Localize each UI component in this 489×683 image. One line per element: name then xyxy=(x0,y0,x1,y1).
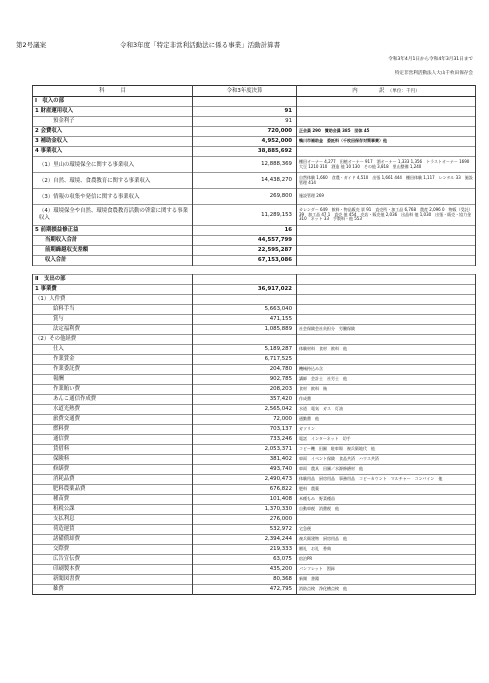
table-row xyxy=(33,475,476,485)
row-amount: 493,740 xyxy=(193,465,297,475)
row-label: Ⅰ 収入の部 xyxy=(33,97,193,107)
row-amount: 16 xyxy=(193,226,297,236)
row-label: 前期繰越収支差額 xyxy=(33,246,193,256)
table-row xyxy=(33,355,476,365)
row-detail: 宅急便 xyxy=(297,525,476,535)
row-detail xyxy=(297,335,476,345)
row-amount: 6,717,525 xyxy=(193,355,297,365)
table-row xyxy=(33,505,476,515)
row-label: （2）自然、環境、食農教育に関する事業収入 xyxy=(33,173,193,189)
row-label: 交際費 xyxy=(33,545,193,555)
row-detail xyxy=(297,256,476,266)
row-detail: 贈礼 お礼 香典 xyxy=(297,545,476,555)
row-detail: 電話 インターネット 切手 xyxy=(297,435,476,445)
row-amount: 902,785 xyxy=(193,375,297,385)
row-label: 種苗費 xyxy=(33,495,193,505)
table-row xyxy=(33,435,476,445)
row-amount: 276,000 xyxy=(193,515,297,525)
table-row xyxy=(33,137,476,147)
row-label: 作業賄い費 xyxy=(33,385,193,395)
row-amount: 101,408 xyxy=(193,495,297,505)
row-detail xyxy=(297,107,476,117)
row-label: あんこ通信作成費 xyxy=(33,395,193,405)
row-amount: 219,333 xyxy=(193,545,297,555)
row-amount: 36,917,022 xyxy=(193,285,297,295)
row-amount: 12,888,369 xyxy=(193,157,297,173)
table-row xyxy=(33,285,476,295)
table-row xyxy=(33,266,476,275)
row-detail: 機械持込み含 xyxy=(297,365,476,375)
row-label: 当期収入合計 xyxy=(33,236,193,246)
table-row xyxy=(33,246,476,256)
row-label: 水道光熱費 xyxy=(33,405,193,415)
row-amount: 14,438,270 xyxy=(193,173,297,189)
organization-name: 特定非営利活動法人大山千枚田保存会 xyxy=(394,71,473,76)
row-label: 諸備償却費 xyxy=(33,535,193,545)
row-amount: 2,490,473 xyxy=(193,475,297,485)
table-row xyxy=(33,256,476,266)
table-row xyxy=(33,365,476,375)
row-detail xyxy=(297,315,476,325)
row-detail: 消防点検 浄化槽点検 他 xyxy=(297,585,476,595)
row-detail: コピー機 田圃 駐車場 複兵衛地代 他 xyxy=(297,445,476,455)
row-label: Ⅱ 支出の部 xyxy=(33,275,193,285)
row-label: 給料手当 xyxy=(33,305,193,315)
row-label: （4）環境保全や自然、環境食農教育活動の啓蒙に関する事業収入 xyxy=(33,205,193,226)
row-amount: 5,663,040 xyxy=(193,305,297,315)
row-label: 修繕費 xyxy=(33,465,193,475)
table-row xyxy=(33,189,476,205)
row-label: 4 事業収入 xyxy=(33,147,193,157)
row-detail: パンフレット 図録 xyxy=(297,565,476,575)
row-detail: 複兵衛建物 厨房用品 他 xyxy=(297,535,476,545)
table-row xyxy=(33,575,476,585)
row-detail xyxy=(297,355,476,365)
row-amount: 11,289,153 xyxy=(193,205,297,226)
table-row xyxy=(33,147,476,157)
row-detail: 米種もみ 野菜種苗 xyxy=(297,495,476,505)
row-detail xyxy=(297,236,476,246)
row-label: 保険料 xyxy=(33,455,193,465)
period-text: 令和3年4月1日から令和4年3月31日まで xyxy=(388,57,473,62)
row-amount: 269,800 xyxy=(193,189,297,205)
row-amount: 472,795 xyxy=(193,585,297,595)
row-label: 通信費 xyxy=(33,435,193,445)
table-row xyxy=(33,305,476,315)
table-header-row xyxy=(33,86,476,97)
row-label: 預金利子 xyxy=(33,117,193,127)
row-detail xyxy=(297,97,476,107)
row-detail: 自動車税 消費税 他 xyxy=(297,505,476,515)
row-detail: 食材 飲料 賄 xyxy=(297,385,476,395)
document-number: 第2号議案 xyxy=(16,41,47,49)
row-amount: 435,200 xyxy=(193,565,297,575)
table-row xyxy=(33,555,476,565)
row-detail xyxy=(297,226,476,236)
table-row xyxy=(33,127,476,137)
row-detail: 体験用品 厨房用品 事務用品 コピーカウント マルチャー コンバイン 他 xyxy=(297,475,476,485)
row-label: （1）人件費 xyxy=(33,295,193,305)
table-row xyxy=(33,107,476,117)
row-detail xyxy=(297,515,476,525)
row-detail: 棚田オーナー 4,277 田植オーナー 917 酒オーナー 1,333 1,356 トラストオーナー 1690 大豆 1210 310 酒造 他 10 130 その他 3,818 里山整備 1,240 xyxy=(297,157,476,173)
row-amount: 91 xyxy=(193,107,297,117)
row-detail xyxy=(297,305,476,315)
row-amount: 4,952,000 xyxy=(193,137,297,147)
row-detail: 水道 電気 ガス 灯油 xyxy=(297,405,476,415)
row-label: 賞与 xyxy=(33,315,193,325)
row-label: 雑費 xyxy=(33,585,193,595)
row-label: 賃借料 xyxy=(33,445,193,455)
row-label: 1 財産運用収入 xyxy=(33,107,193,117)
row-amount xyxy=(193,97,297,107)
row-amount: 357,420 xyxy=(193,395,297,405)
row-amount xyxy=(193,275,297,285)
row-detail: 通勤費 他 xyxy=(297,415,476,425)
row-amount: 38,885,692 xyxy=(193,147,297,157)
table-row xyxy=(33,535,476,545)
row-label: 燃料費 xyxy=(33,425,193,435)
row-amount: 63,075 xyxy=(193,555,297,565)
row-label: （1）里山の環境保全に関する事業収入 xyxy=(33,157,193,173)
column-header-detail xyxy=(297,86,476,97)
row-amount: 2,394,244 xyxy=(193,535,297,545)
table-row xyxy=(33,495,476,505)
activity-statement-table xyxy=(32,85,476,595)
row-amount: 381,402 xyxy=(193,455,297,465)
row-detail: カレンダー 649 飲料・物品販売 票 91 直売所・加工品 6,768 農産 2,096 0 物販（受託）39 加工品 47 1 直売 他 454 売店・販売他 2,036 出品料 他 1,030 出張・販売・協力金 310 ネット 33 手数料・他 553 xyxy=(297,205,476,226)
row-detail: 体験材料 食材 飲料 他 xyxy=(297,345,476,355)
row-amount: 44,557,799 xyxy=(193,236,297,246)
row-detail xyxy=(297,295,476,305)
table-row xyxy=(33,455,476,465)
table-row xyxy=(33,515,476,525)
table-row xyxy=(33,275,476,285)
table-row xyxy=(33,525,476,535)
row-label: 租税公課 xyxy=(33,505,193,515)
row-label: 3 補助金収入 xyxy=(33,137,193,147)
document-title: 令和3年度「特定非営利活動法に係る事業」活動計算書 xyxy=(120,41,281,49)
table-row xyxy=(33,236,476,246)
row-amount xyxy=(193,295,297,305)
table-row xyxy=(33,295,476,305)
row-detail xyxy=(297,117,476,127)
table-row xyxy=(33,375,476,385)
table-row xyxy=(33,205,476,226)
row-label: 消耗品費 xyxy=(33,475,193,485)
row-detail xyxy=(297,266,476,275)
row-amount: 2,053,371 xyxy=(193,445,297,455)
row-amount: 208,203 xyxy=(193,385,297,395)
row-detail xyxy=(297,246,476,256)
row-amount: 703,137 xyxy=(193,425,297,435)
table-row xyxy=(33,465,476,475)
row-amount: 676,822 xyxy=(193,485,297,495)
row-label: 新聞図書費 xyxy=(33,575,193,585)
row-label: 法定福利費 xyxy=(33,325,193,335)
row-label: 支払利息 xyxy=(33,515,193,525)
column-header-item: 科 目 xyxy=(33,86,193,97)
row-detail: 社会保険会社負担分 労働保険 xyxy=(297,325,476,335)
row-amount: 1,370,330 xyxy=(193,505,297,515)
table-row xyxy=(33,415,476,425)
table-row xyxy=(33,425,476,435)
row-label: 荷造運賃 xyxy=(33,525,193,535)
row-label: 作業委託費 xyxy=(33,365,193,375)
table-row xyxy=(33,157,476,173)
table-row xyxy=(33,335,476,345)
column-header-amount: 令和3年度決算 xyxy=(193,86,297,97)
row-detail xyxy=(297,147,476,157)
table-row xyxy=(33,226,476,236)
row-amount: 5,189,287 xyxy=(193,345,297,355)
row-label: 報酬 xyxy=(33,375,193,385)
row-label: 肥料農薬品費 xyxy=(33,485,193,495)
table-row xyxy=(33,545,476,555)
row-label: 旅費交通費 xyxy=(33,415,193,425)
table-row xyxy=(33,117,476,127)
table-row xyxy=(33,565,476,575)
row-label: 1 事業費 xyxy=(33,285,193,295)
row-amount xyxy=(193,335,297,345)
table-row xyxy=(33,325,476,335)
table-row xyxy=(33,315,476,325)
row-detail: 車両 イベント保険 食品共済 ハウス共済 xyxy=(297,455,476,465)
row-amount: 80,368 xyxy=(193,575,297,585)
row-amount: 1,085,889 xyxy=(193,325,297,335)
unit-label: （単位：千円） xyxy=(389,88,420,94)
table-row xyxy=(33,405,476,415)
table-row xyxy=(33,485,476,495)
row-amount: 720,000 xyxy=(193,127,297,137)
row-amount: 91 xyxy=(193,117,297,127)
row-detail: 鴨川市補助金 委託料（千枚田保存対策事業）他 xyxy=(297,137,476,147)
row-label: （2）その他経費 xyxy=(33,335,193,345)
table-row xyxy=(33,395,476,405)
row-detail: 肥料 農薬 xyxy=(297,485,476,495)
row-detail xyxy=(297,285,476,295)
row-label: 印刷製本費 xyxy=(33,565,193,575)
row-amount xyxy=(193,266,297,275)
row-label: （3）情報の収集や発信に関する事業収入 xyxy=(33,189,193,205)
table-row xyxy=(33,585,476,595)
row-detail xyxy=(297,275,476,285)
row-label: 5 前期損益修正益 xyxy=(33,226,193,236)
row-detail: 作成費 xyxy=(297,395,476,405)
row-amount: 72,000 xyxy=(193,415,297,425)
row-label: 仕入 xyxy=(33,345,193,355)
row-detail: 施設管理 269 xyxy=(297,189,476,205)
row-amount: 471,155 xyxy=(193,315,297,325)
row-label: 広告宣伝費 xyxy=(33,555,193,565)
row-amount: 532,972 xyxy=(193,525,297,535)
row-detail: ガソリン xyxy=(297,425,476,435)
row-detail: 車両 農具 田圃／水源修繕材 他 xyxy=(297,465,476,475)
row-amount: 22,595,287 xyxy=(193,246,297,256)
row-label: 作業賃金 xyxy=(33,355,193,365)
table-row xyxy=(33,97,476,107)
row-label xyxy=(33,266,193,275)
table-row xyxy=(33,445,476,455)
row-label: 2 会費収入 xyxy=(33,127,193,137)
table-row xyxy=(33,385,476,395)
row-detail: 宿泊PR xyxy=(297,555,476,565)
row-amount: 204,780 xyxy=(193,365,297,375)
table-row xyxy=(33,345,476,355)
row-amount: 67,153,086 xyxy=(193,256,297,266)
table-row xyxy=(33,173,476,189)
row-detail: 自然体験 1,660 食農・ガイド 4,510 出張 1,661 444 棚田体験 1,117 レンタル 33 施設管理 414 xyxy=(297,173,476,189)
row-amount: 2,565,042 xyxy=(193,405,297,415)
row-detail: 講師 会計士 社労士 他 xyxy=(297,375,476,385)
column-header-detail-label: 内 訳 xyxy=(352,87,385,94)
row-amount: 733,246 xyxy=(193,435,297,445)
row-detail: 正会員 290 賛助会員 385 団体 45 xyxy=(297,127,476,137)
row-label: 収入合計 xyxy=(33,256,193,266)
row-detail: 新聞 書籍 xyxy=(297,575,476,585)
